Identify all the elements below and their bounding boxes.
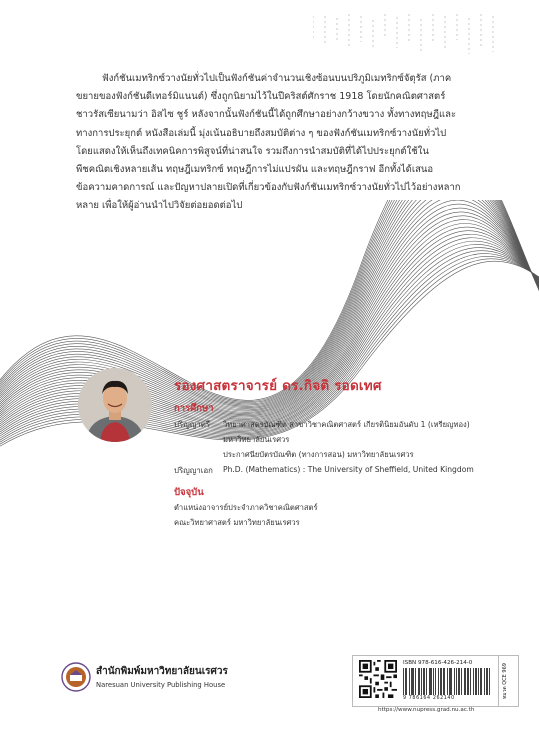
barcode-bar xyxy=(421,668,422,695)
barcode-bar xyxy=(468,668,469,695)
barcode-bar xyxy=(419,668,420,695)
barcode-bar xyxy=(454,668,455,695)
barcode-bar xyxy=(461,668,462,695)
graduate-diploma-line: ประกาศนียบัตรบัณฑิต (ทางการสอน) มหาวิทยาลัยนเรศวร xyxy=(223,450,414,459)
dashed-lines-decoration xyxy=(313,14,503,74)
author-photo xyxy=(78,368,152,442)
barcode-bar xyxy=(412,668,413,695)
book-description xyxy=(76,70,461,216)
barcode-bar xyxy=(456,668,457,695)
education-heading: การศึกษา xyxy=(174,403,214,414)
current-position-line: ตำแหน่งอาจารย์ประจำภาควิชาคณิตศาสตร์ xyxy=(174,503,318,512)
barcode-bar xyxy=(423,668,424,695)
phd-label: ปริญญาเอก xyxy=(174,466,213,475)
isbn-label: ISBN 978-616-426-214-0 xyxy=(403,660,473,666)
barcode-bar xyxy=(489,668,490,695)
publisher-logo-icon xyxy=(61,662,91,692)
barcode xyxy=(403,668,491,695)
barcode-bar xyxy=(415,668,416,695)
isbn-barcode-box xyxy=(352,655,499,707)
description-paragraph: ฟังก์ชันเมทริกซ์วางนัยทั่วไปเป็นฟังก์ชันค่าจำนวนเชิงซ้อนบนปริภูมิเมทริกซ์จัตุรัส (ภาคขยายของฟังก์ชันดีเทอร์มิแนนต์) ซึ่งถูกนิยามไว้ในปีคริสต์ศักราช 1918 โดยนักคณิตศาสตร์ชาวรัสเซียนามว่า อิสไซ ชูร์ หลังจากนั้นฟังก์ชันนี้ได้ถูกศึกษาอย่างกว้างขวาง ทั้งทางทฤษฎีและทางการประยุกต์ หนังสือเล่มนี้ มุ่งเน้นอธิบายถึงสมบัติต่าง ๆ ของฟังก์ชันเมทริกซ์วางนัยทั่วไป โดยแสดงให้เห็นถึงเทคนิคการพิสูจน์ที่น่าสนใจ รวมถึงการนำสมบัติที่ได้ไปประยุกต์ใช้ในพีชคณิตเชิงหลายเส้น ทฤษฎีเมทริกซ์ ทฤษฎีการไม่แปรผัน และทฤษฎีกราฟ อีกทั้งได้เสนอข้อความคาดการณ์ และปัญหาปลายเปิดที่เกี่ยวข้องกับฟังก์ชันเมทริกซ์วางนัยทั่วไปไว้อย่างหลากหลาย เพื่อให้ผู้อ่านนำไปวิจัยต่อยอดต่อไป xyxy=(76,73,461,212)
barcode-digits: 9 786164 262140 xyxy=(403,696,455,701)
publisher-name-english: Naresuan University Publishing House xyxy=(96,681,226,689)
barcode-bar xyxy=(411,668,412,695)
current-heading: ปัจจุบัน xyxy=(174,487,204,498)
barcode-bar xyxy=(429,668,430,695)
barcode-bar xyxy=(449,668,450,695)
category-code: หมวด QCE 969 xyxy=(502,663,508,699)
barcode-bar xyxy=(450,668,451,695)
barcode-bar xyxy=(465,668,466,695)
bachelor-degree-line: วิทยาศาสตรบัณฑิต สาขาวิชาคณิตศาสตร์ เกียรตินิยมอันดับ 1 (เหรียญทอง) xyxy=(223,420,470,429)
barcode-bar xyxy=(451,668,452,695)
barcode-bar xyxy=(444,668,445,695)
barcode-bar xyxy=(433,668,434,695)
barcode-bar xyxy=(424,668,425,695)
barcode-bar xyxy=(440,668,441,695)
phd-degree-line: Ph.D. (Mathematics) : The University of Sheffield, United Kingdom xyxy=(223,465,474,474)
barcode-bar xyxy=(464,668,465,695)
barcode-bar xyxy=(403,668,404,695)
barcode-bar xyxy=(431,668,432,695)
barcode-bar xyxy=(405,668,406,695)
barcode-bar xyxy=(458,668,459,695)
barcode-bar xyxy=(413,668,414,695)
barcode-bar xyxy=(447,668,448,695)
barcode-bar xyxy=(443,668,444,695)
qr-code-icon xyxy=(359,660,397,698)
bachelor-university-line: มหาวิทยาลัยนเรศวร xyxy=(223,435,290,444)
barcode-bar xyxy=(480,668,481,695)
barcode-bar xyxy=(418,668,419,695)
barcode-bar xyxy=(426,668,427,695)
barcode-bar xyxy=(441,668,442,695)
current-faculty-line: คณะวิทยาศาสตร์ มหาวิทยาลัยนเรศวร xyxy=(174,518,300,527)
barcode-bar xyxy=(478,668,479,695)
barcode-bar xyxy=(435,668,436,695)
barcode-bar xyxy=(475,668,476,695)
barcode-bar xyxy=(486,668,487,695)
barcode-bar xyxy=(467,668,468,695)
barcode-bar xyxy=(430,668,431,695)
barcode-bar xyxy=(470,668,471,695)
bachelor-label: ปริญญาตรี xyxy=(174,420,211,429)
barcode-bar xyxy=(481,668,482,695)
barcode-bar xyxy=(484,668,485,695)
barcode-bar xyxy=(487,668,488,695)
category-tab xyxy=(499,655,519,707)
barcode-bar xyxy=(409,668,410,695)
publisher-name-thai: สำนักพิมพ์มหาวิทยาลัยนเรศวร xyxy=(96,666,228,677)
barcode-bar xyxy=(438,668,439,695)
barcode-bar xyxy=(406,668,407,695)
barcode-bar xyxy=(473,668,474,695)
barcode-bar xyxy=(459,668,460,695)
barcode-bar xyxy=(476,668,477,695)
publisher-url: https://www.nupress.grad.nu.ac.th xyxy=(378,707,475,713)
author-name: รองศาสตราจารย์ ดร.กิจติ รอดเทศ xyxy=(174,378,382,394)
